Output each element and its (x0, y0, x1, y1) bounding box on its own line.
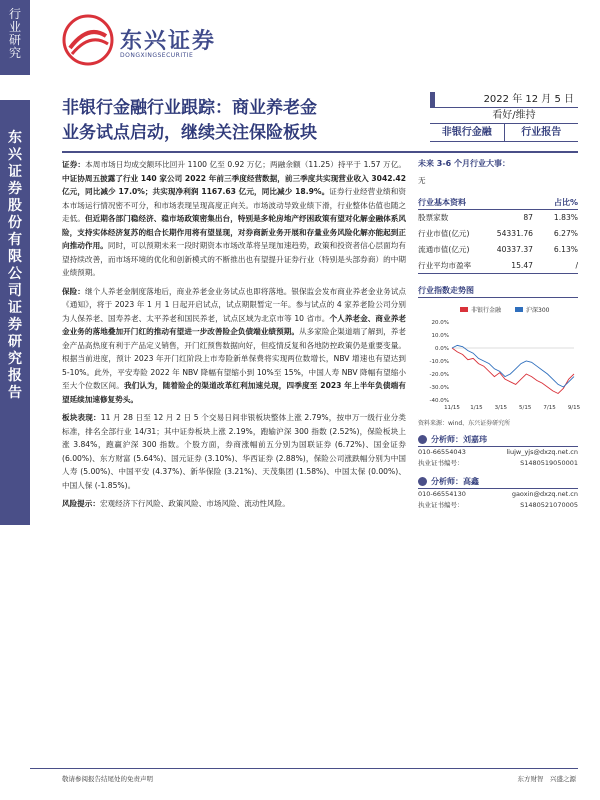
main-body (62, 158, 406, 516)
para-head: 保险： (62, 286, 85, 296)
logo-mark-icon (62, 14, 114, 66)
para-head: 风险提示： (62, 499, 100, 508)
logo-en: DONGXINGSECURITIE (120, 52, 194, 59)
report-title-line2: 业务试点启动，继续关注保险板块 (62, 123, 317, 143)
legend-label-1: 沪深300 (526, 307, 550, 314)
analyst-email[interactable]: gaoxin@dxzq.net.cn (511, 490, 578, 498)
side-band-main (0, 100, 30, 525)
y-tick-label: -10.0% (429, 359, 449, 365)
analyst-header: 分析师：刘嘉玮 (418, 433, 578, 447)
x-tick-label: 1/15 (470, 405, 483, 411)
analyst-email[interactable]: liujw_yjs@dxzq.net.cn (506, 448, 578, 456)
y-tick-label: -40.0% (429, 398, 449, 404)
analyst-contact: 010-66554130 gaoxin@dxzq.net.cn (418, 490, 578, 498)
para-head: 板块表现： (62, 413, 101, 422)
analyst-contact: 010-66554043 liujw_yjs@dxzq.net.cn (418, 448, 578, 456)
series-line-1 (452, 345, 574, 387)
analyst-block-2 (418, 475, 578, 511)
paragraph-risk: 风险提示：宏观经济下行风险、政策风险、市场风险、流动性风险。 (62, 499, 290, 508)
person-icon (418, 435, 427, 444)
paragraph-sector: 板块表现：11 月 28 日至 12 月 2 日 5 个交易日间非银板块整体上涨 2.79%，按申万一级行业分类标准，排名全部行业 14/31；其中证券板块上涨 2.19%，跑输沪深 300 指数 (2.52%)，保险板块上涨 3.84%，跑赢沪深 300 指数。个股方面，券商涨幅前五分别为国联证券 (6.72%)、国金证券 (6.00%)、东方财富 (5.64%)、国元证券 (3.10%)、华西证券 (2.88%)，保险公司涨跌幅分别为中国人寿 (5.00%)、中国平安 (4.37%)、新华保险 (3.21%)、天茂集团 (1.58%)、中国太保 (0.00%)、中国人保 (-1.85%)。 (62, 413, 406, 490)
x-tick-label: 7/15 (543, 405, 556, 411)
rating-box (430, 92, 578, 142)
x-tick-label: 5/15 (519, 405, 532, 411)
y-tick-label: -20.0% (429, 372, 449, 378)
x-tick-label: 9/15 (567, 405, 581, 411)
analyst-license: 执业证书编号： S1480521070005 (418, 501, 578, 509)
index-chart-svg (418, 304, 581, 416)
report-title-line1: 非银行金融行业跟踪：商业养老金 (62, 98, 317, 118)
x-tick-label: 3/15 (494, 405, 507, 411)
y-tick-label: 20.0% (431, 320, 449, 326)
basic-info-pct: 占比% (553, 198, 578, 207)
report-date: 2022 年 12 月 5 日 (430, 92, 578, 108)
report-title (62, 96, 402, 146)
side-top-label: 行业研究 (8, 7, 21, 60)
report-type-tag: 行业报告 (521, 127, 562, 138)
index-chart (418, 304, 581, 416)
chart-title: 行业指数走势图 (418, 286, 474, 295)
x-tick-label: 11/15 (444, 405, 460, 411)
side-band-top (0, 0, 30, 75)
paragraph-insurance: 保险：继个人养老金制度落地后，商业养老金业务试点也即将落地。银保监会发布商业养老金业务试点《通知》，将于 2023 年 1 月 1 日起开启试点，试点期限暂定一年。参与试点的 4 家养老险公司分别为人保养老、国寿养老、太平养老和国民养老，试点区域为北京市等 10 省市。个人养老金、商业养老金业务的落地叠加开门红的推动有望进一步改善险企负债端业绩预期。从多家险企渠道端了解到，养老金产品高热度有利于产品定义销售，开门红预售数据向好，但疫情反复和各地防控政策仍是重要变量。根据当前进度，预计 2023 年开门红阶段上市寿险新单保费将实现两位数增长，NBV 增速也有望达到 5-10%。此外，平安寿险 2022 年 NBV 降幅有望缩小到 10%至 15%，中国人寿 NBV 降幅有望缩小至大个位数区间。我们认为，随着险企的渠道改革红利加速兑现，四季度至 2023 年上半年负债端有望延续加速修复势头。 (62, 286, 407, 404)
title-divider (62, 151, 578, 153)
basic-info-title: 行业基本资料 (418, 198, 466, 207)
paragraph-securities: 证券：本周市场日均成交额环比回升 1100 亿至 0.92 万亿；两融余额（11.25）持平于 1.57 万亿。中证协周五披露了行业 140 家公司 2022 年前三季度经营数据，前三季度共实现营业收入 3042.42 亿元，同比减少 17.0%；共实现净利润 1167.63 亿元，同比减少 18.9%。证券行业经营业绩和资本市场运行情况密不可分，和市场表现呈现高度正向关。市场波动导致业绩下滑，行业整体估值也随之走低。但近期各部门稳经济、稳市场政策密集出台，特别是多轮房地产纾困政策有望对化解金融体系风险，支持实体经济复苏的组合长期作用将有望显现，对券商新业务开展和存量业务风险化解亦能起到正向推动作用。同时，可以预期未来一段时期资本市场改革将呈现加速趋势，政策和投资者信心层面均有望持续改善，而市场环境的优化和创新模式的不断推出也有望提升证券行业（特别是头部券商）的中期业绩预期。 (62, 160, 407, 277)
footer-divider (30, 768, 578, 769)
y-tick-label: 0.0% (435, 346, 449, 352)
analyst-header: 分析师：高鑫 (418, 475, 578, 489)
stat-row: 股票家数 87 1.83% (418, 213, 578, 222)
outlook-value: 无 (418, 176, 426, 185)
company-logo (62, 14, 242, 69)
outlook-title: 未来 3-6 个月行业大事： (418, 159, 511, 168)
logo-cn: 东兴证券 (120, 29, 217, 54)
legend-swatch-0 (460, 307, 468, 312)
industry-tag: 非银行金融 (430, 124, 505, 141)
analyst-block-1 (418, 433, 578, 469)
legend-swatch-1 (515, 307, 523, 312)
chart-header (418, 284, 578, 298)
series-line-0 (452, 348, 574, 394)
y-tick-label: -30.0% (429, 385, 449, 391)
analyst-license: 执业证书编号： S1480519050001 (418, 459, 578, 467)
rating-tags (430, 124, 578, 142)
side-main-label: 东兴证券股份有限公司证券研究报告 (8, 130, 22, 401)
y-tick-label: 10.0% (431, 333, 449, 339)
stat-row: 流通市值(亿元) 40337.37 6.13% (418, 245, 578, 254)
person-icon (418, 477, 427, 486)
footer-slogan: 东方财智 兴盛之源 (517, 775, 576, 783)
basic-info-header (418, 196, 578, 210)
stat-row: 行业平均市盈率 15.47 / (418, 258, 578, 274)
rating-view: 看好/维持 (430, 108, 578, 124)
para-head: 证券： (62, 160, 86, 169)
stat-row: 行业市值(亿元) 54331.76 6.27% (418, 229, 578, 238)
sidebar (418, 158, 581, 511)
chart-source: 资料来源：wind、东兴证券研究所 (418, 420, 511, 427)
legend-label-0: 非银行金融 (471, 307, 502, 314)
footer-disclaimer: 敬请参阅报告结尾处的免责声明 (62, 775, 153, 783)
